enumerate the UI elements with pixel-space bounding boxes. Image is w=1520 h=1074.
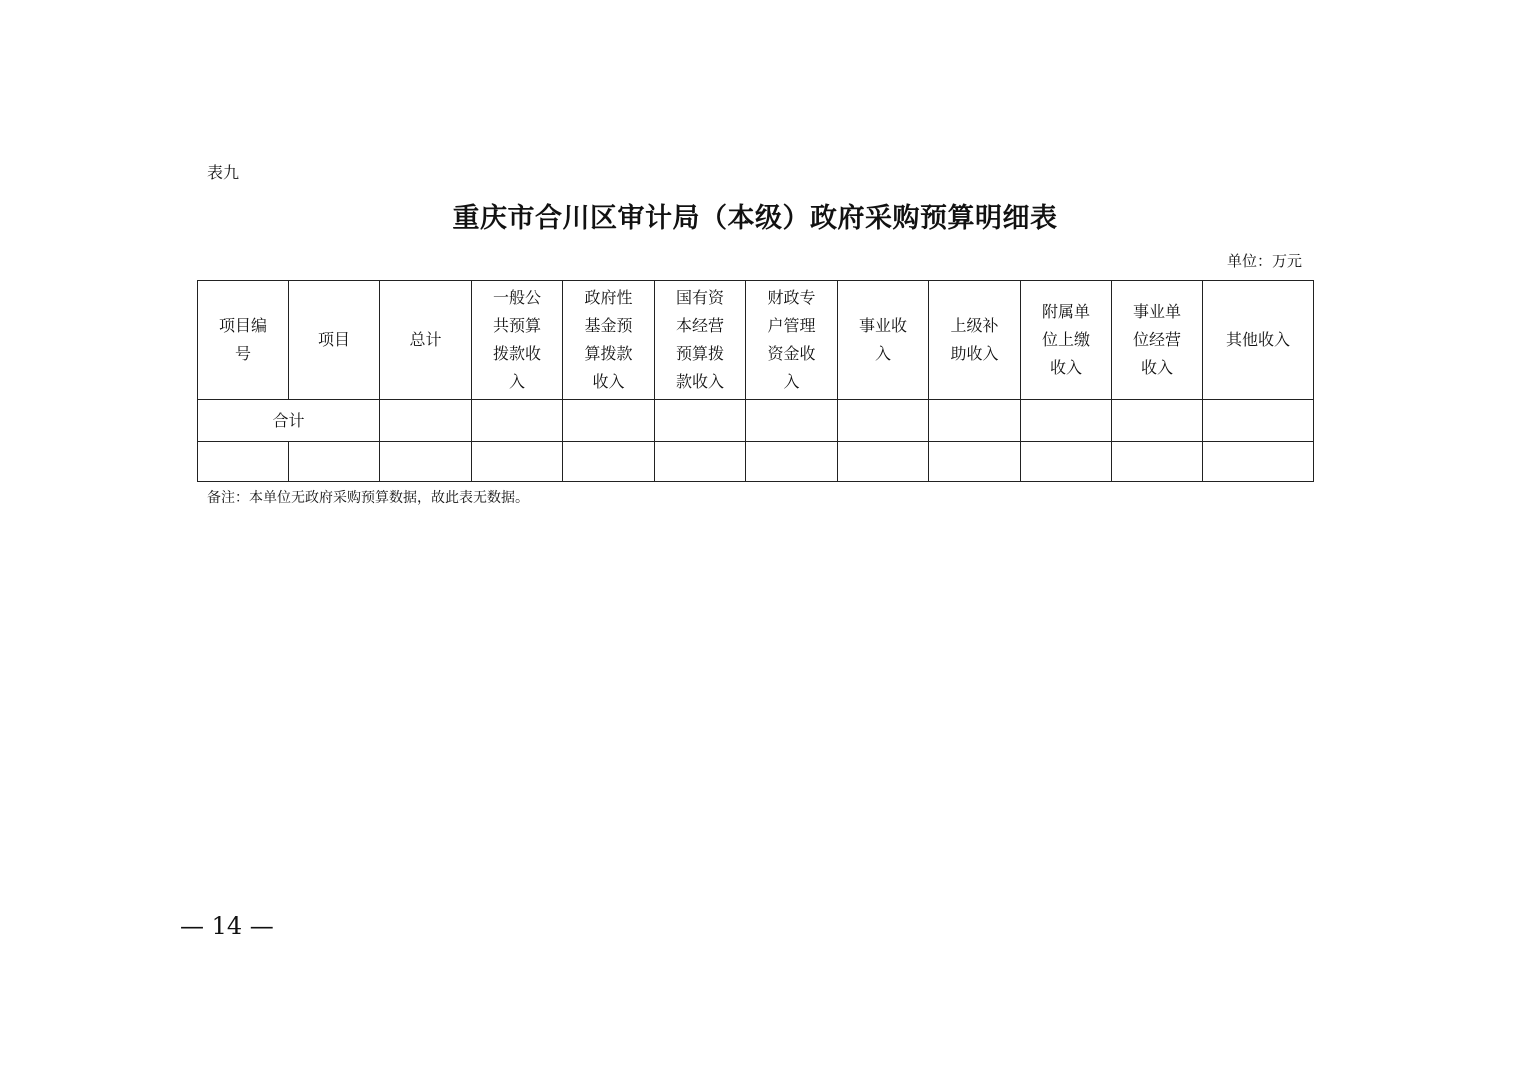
- table-label: 表九: [207, 163, 240, 182]
- table-cell: [746, 400, 838, 442]
- table-cell: [929, 400, 1021, 442]
- table-row: [198, 442, 1314, 482]
- page-number: — 14 —: [180, 912, 274, 940]
- unit-label: 单位：万元: [1226, 252, 1302, 270]
- table-cell: [563, 442, 655, 482]
- header-cell: 项目: [289, 281, 380, 400]
- table-cell: [1203, 442, 1314, 482]
- footnote: 备注：本单位无政府采购预算数据，故此表无数据。: [207, 490, 529, 506]
- total-row: [198, 400, 1314, 442]
- table-cell: [746, 442, 838, 482]
- table-cell: [1112, 442, 1203, 482]
- table-cell: [198, 442, 289, 482]
- table-cell: [289, 442, 380, 482]
- header-cell: 总计: [380, 281, 472, 400]
- table-cell: [929, 442, 1021, 482]
- table-cell: [472, 442, 563, 482]
- header-cell: 政府性基金预算拨款收入: [563, 281, 655, 400]
- procurement-budget-table: [197, 280, 1314, 482]
- table-header-row: [198, 281, 1314, 400]
- total-label-cell: 合计: [198, 400, 380, 442]
- header-cell: 其他收入: [1203, 281, 1314, 400]
- table-cell: [1203, 400, 1314, 442]
- header-cell: 附属单位上缴收入: [1021, 281, 1112, 400]
- header-cell: 国有资本经营预算拨款收入: [655, 281, 746, 400]
- table-cell: [1021, 400, 1112, 442]
- table-cell: [655, 442, 746, 482]
- table-cell: [563, 400, 655, 442]
- header-cell: 财政专户管理资金收入: [746, 281, 838, 400]
- table-cell: [380, 400, 472, 442]
- table-cell: [1021, 442, 1112, 482]
- header-cell: 上级补助收入: [929, 281, 1021, 400]
- table-cell: [1112, 400, 1203, 442]
- header-cell: 项目编号: [198, 281, 289, 400]
- document-title: 重庆市合川区审计局（本级）政府采购预算明细表: [452, 203, 1058, 234]
- table-cell: [838, 442, 929, 482]
- header-cell: 事业收入: [838, 281, 929, 400]
- table-cell: [838, 400, 929, 442]
- table-cell: [380, 442, 472, 482]
- header-cell: 一般公共预算拨款收入: [472, 281, 563, 400]
- table-cell: [472, 400, 563, 442]
- header-cell: 事业单位经营收入: [1112, 281, 1203, 400]
- table-cell: [655, 400, 746, 442]
